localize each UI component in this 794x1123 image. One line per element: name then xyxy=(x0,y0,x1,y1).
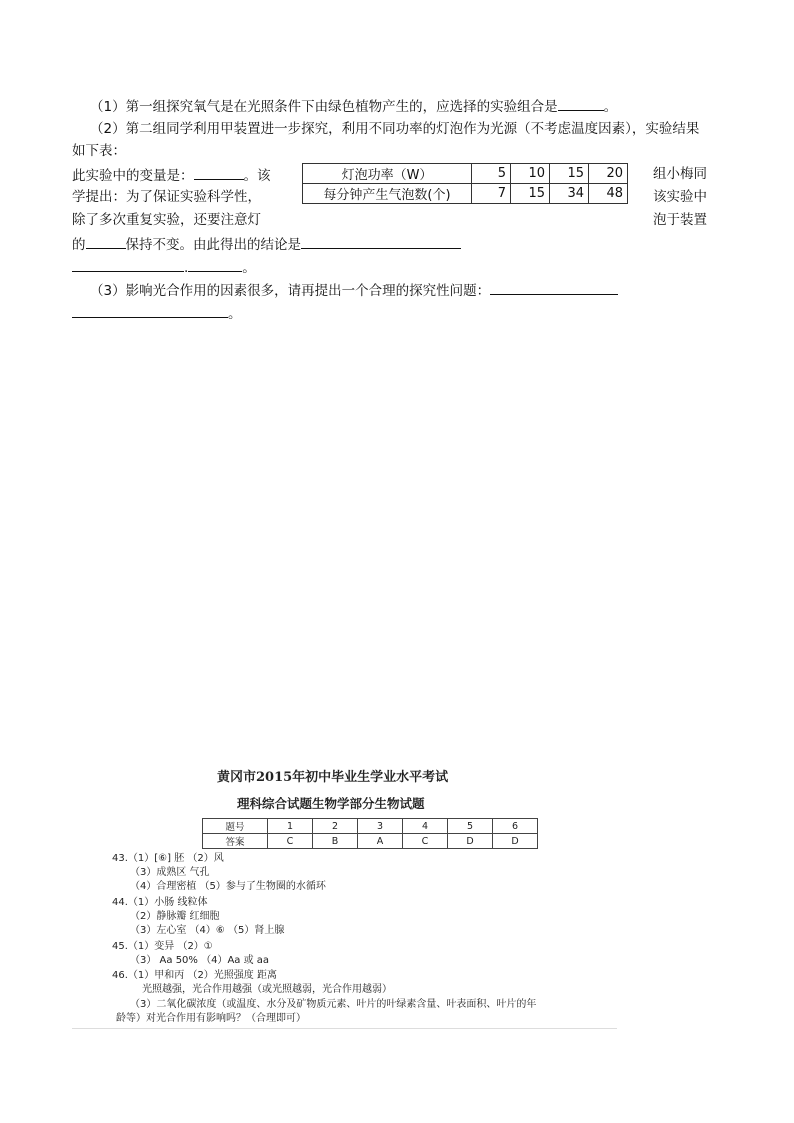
question-3-line2: 。 xyxy=(72,303,242,323)
question-2-line2: 如下表： xyxy=(72,143,126,159)
table-cell: 7 xyxy=(472,184,511,204)
table-row xyxy=(203,834,538,849)
question-2-right3: 泡于装置 xyxy=(653,212,707,228)
table-cell: 20 xyxy=(589,164,628,184)
table-cell: B xyxy=(313,834,358,849)
question-2-left2: 学提出：为了保证实验科学性， xyxy=(72,189,261,205)
question-2-left4: 的 保持不变。由此得出的结论是 xyxy=(72,234,461,254)
table-cell: D xyxy=(493,834,538,849)
answer-table xyxy=(202,818,538,849)
conclusion-blank-2[interactable] xyxy=(72,257,184,272)
answer-line: 龄等）对光合作用有影响吗？（合理即可） xyxy=(116,1013,306,1024)
table-cell: 2 xyxy=(313,819,358,834)
table-row xyxy=(203,819,538,834)
lamp-power-table xyxy=(302,163,628,204)
answer-line: 44.（1）小肠 线粒体 xyxy=(112,897,208,908)
answer-line: 光照越强，光合作用越强（或光照越弱，光合作用越弱） xyxy=(142,984,392,995)
table-cell: 15 xyxy=(550,164,589,184)
table-cell: 4 xyxy=(403,819,448,834)
answer-key-image xyxy=(72,760,617,1032)
answer-line: 45.（1）变异 （2）① xyxy=(112,941,213,952)
table-cell: 3 xyxy=(358,819,403,834)
table-cell: C xyxy=(403,834,448,849)
question-2-line5: . 。 xyxy=(72,257,256,277)
table-cell: C xyxy=(268,834,313,849)
answer-line: （3）成熟区 气孔 xyxy=(130,867,210,878)
answer-line: （2）静脉瓣 红细胞 xyxy=(130,911,220,922)
conclusion-blank-3[interactable] xyxy=(188,257,242,272)
table-cell: 6 xyxy=(493,819,538,834)
answer-line: （3）左心室 （4）⑥ （5）肾上腺 xyxy=(130,925,285,936)
inquiry-blank-2[interactable] xyxy=(72,303,228,318)
question-2-right2: 该实验中 xyxy=(653,189,707,205)
table-cell: 10 xyxy=(511,164,550,184)
answer-line: （4）合理密植 （5）参与了生物圈的水循环 xyxy=(130,881,326,892)
answer-title: 黄冈市2015年初中毕业生学业水平考试 xyxy=(217,770,449,785)
question-1: （1）第一组探究氧气是在光照条件下由绿色植物产生的，应选择的实验组合是 。 xyxy=(90,96,617,116)
answer-line: 43.（1）[⑥] 胚 （2）风 xyxy=(112,853,224,864)
divider xyxy=(72,1028,617,1029)
question-2-left3: 除了多次重复实验，还要注意灯 xyxy=(72,212,261,228)
table-cell: 48 xyxy=(589,184,628,204)
row-label-bubbles: 每分钟产生气泡数(个) xyxy=(303,184,472,204)
table-cell: A xyxy=(358,834,403,849)
answer-line: 46.（1）甲和丙 （2）光照强度 距离 xyxy=(112,970,277,981)
inquiry-blank[interactable] xyxy=(490,280,618,295)
conclusion-blank[interactable] xyxy=(301,234,461,249)
table-cell: 1 xyxy=(268,819,313,834)
answer-subtitle: 理科综合试题生物学部分生物试题 xyxy=(237,796,425,811)
distance-blank[interactable] xyxy=(86,234,126,249)
table-cell: 5 xyxy=(472,164,511,184)
row-label-power: 灯泡功率（W） xyxy=(303,164,472,184)
table-cell: 5 xyxy=(448,819,493,834)
table-header: 答案 xyxy=(203,834,268,849)
question-2-right1: 组小梅同 xyxy=(653,166,707,182)
question-2-left1: 此实验中的变量是： 。该 xyxy=(72,165,271,185)
answer-line: （3）二氧化碳浓度（或温度、水分及矿物质元素、叶片的叶绿素含量、叶表面积、叶片的年 xyxy=(130,999,537,1010)
table-header: 题号 xyxy=(203,819,268,834)
answer-blank[interactable] xyxy=(558,96,604,111)
variable-blank[interactable] xyxy=(194,165,244,180)
table-cell: D xyxy=(448,834,493,849)
question-2-line1: （2）第二组同学利用甲装置进一步探究，利用不同功率的灯泡作为光源（不考虑温度因素），实验结果 xyxy=(90,121,700,137)
table-cell: 15 xyxy=(511,184,550,204)
table-row xyxy=(303,184,628,204)
table-row xyxy=(303,164,628,184)
answer-line: （3） Aa 50% （4）Aa 或 aa xyxy=(130,955,270,966)
question-3: （3）影响光合作用的因素很多，请再提出一个合理的探究性问题： xyxy=(90,280,618,300)
table-cell: 34 xyxy=(550,184,589,204)
